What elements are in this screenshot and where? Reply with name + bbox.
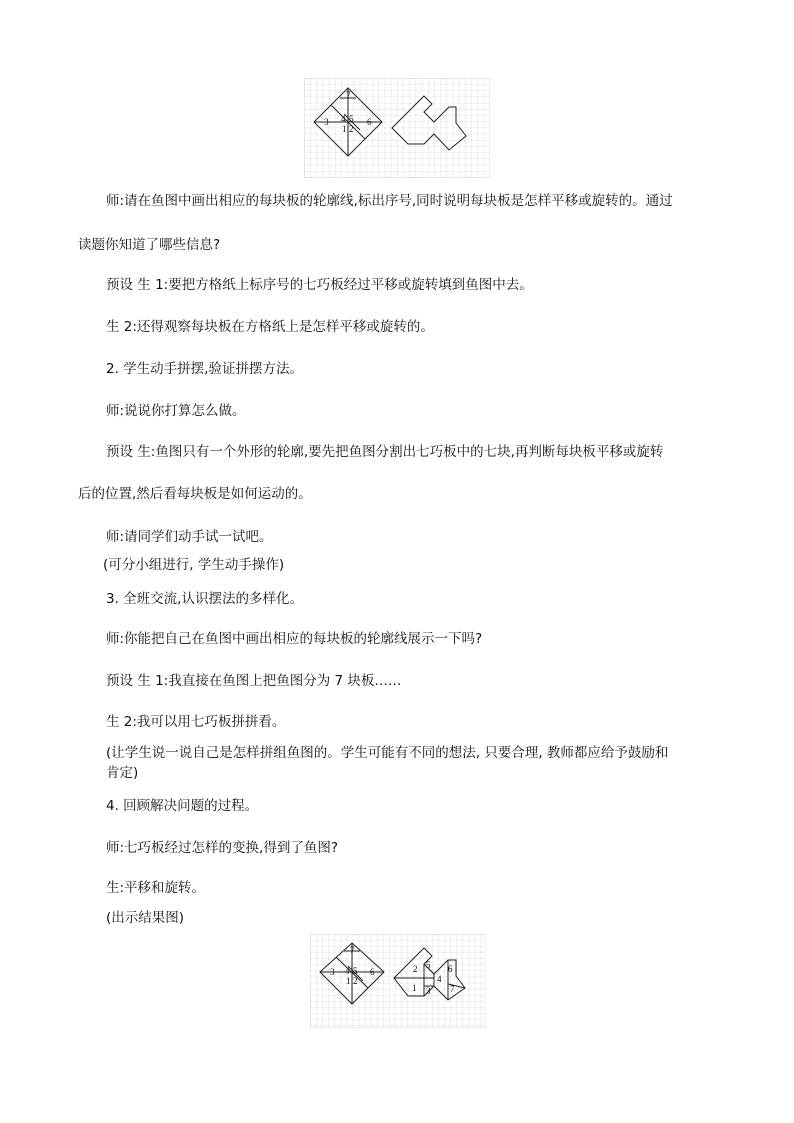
paragraph: 肯定) bbox=[106, 765, 139, 781]
piece-label: 6 bbox=[370, 967, 375, 977]
piece-label: 3 bbox=[330, 967, 335, 977]
fish-piece-label: 3 bbox=[426, 986, 431, 996]
paragraph: (出示结果图) bbox=[106, 910, 185, 926]
piece-label: 5 bbox=[353, 966, 358, 976]
paragraph: 读题你知道了哪些信息? bbox=[78, 237, 221, 253]
figure-bottom bbox=[310, 934, 486, 1032]
paragraph: 师:请同学们动手试一试吧。 bbox=[106, 529, 273, 545]
fish-piece-label: 2 bbox=[413, 964, 418, 974]
piece-label: 7 bbox=[350, 945, 355, 955]
grid-background bbox=[304, 78, 490, 178]
paragraph: 预设 生 1:我直接在鱼图上把鱼图分为 7 块板…… bbox=[106, 673, 402, 689]
paragraph: 生 2:还得观察每块板在方格纸上是怎样平移或旋转的。 bbox=[106, 319, 434, 335]
paragraph: 预设 生:鱼图只有一个外形的轮廓,要先把鱼图分割出七巧板中的七块,再判断每块板平移或旋转 bbox=[106, 444, 664, 460]
piece-label: 4 bbox=[345, 966, 350, 976]
piece-label: 7 bbox=[346, 90, 351, 100]
fish-piece-label: 7 bbox=[450, 984, 455, 994]
paragraph: 生 2:我可以用七巧板拼拼看。 bbox=[106, 714, 286, 730]
fish-piece-label: 6 bbox=[448, 964, 453, 974]
paragraph: 3. 全班交流,认识摆法的多样化。 bbox=[106, 591, 303, 607]
piece-label: 1 bbox=[346, 976, 351, 986]
piece-label: 5 bbox=[349, 114, 354, 124]
paragraph: 后的位置,然后看每块板是如何运动的。 bbox=[78, 486, 312, 502]
piece-label: 6 bbox=[367, 117, 372, 127]
piece-label: 3 bbox=[324, 117, 329, 127]
paragraph: 师:请在鱼图中画出相应的每块板的轮廓线,标出序号,同时说明每块板是怎样平移或旋转的。通过 bbox=[106, 193, 673, 209]
paragraph: 师:说说你打算怎么做。 bbox=[106, 403, 246, 419]
tangram-figure-top bbox=[304, 78, 490, 178]
paragraph: 预设 生 1:要把方格纸上标序号的七巧板经过平移或旋转填到鱼图中去。 bbox=[106, 277, 533, 293]
paragraph: 2. 学生动手拼摆,验证拼摆方法。 bbox=[106, 361, 303, 377]
fish-piece-label: 5 bbox=[426, 960, 431, 970]
paragraph: (可分小组进行, 学生动手操作) bbox=[103, 557, 285, 573]
piece-label: 1 bbox=[342, 124, 347, 134]
piece-label: 4 bbox=[341, 114, 346, 124]
paragraph: (让学生说一说自己是怎样拼组鱼图的。学生可能有不同的想法, 只要合理, 教师都应给予鼓励和 bbox=[106, 745, 669, 761]
figure-top bbox=[304, 78, 490, 182]
paragraph: 师:你能把自己在鱼图中画出相应的每块板的轮廓线展示一下吗? bbox=[106, 631, 483, 647]
fish-piece-label: 4 bbox=[437, 974, 442, 984]
paragraph: 4. 回顾解决问题的过程。 bbox=[106, 798, 259, 814]
fish-piece-label: 1 bbox=[412, 983, 417, 993]
paragraph: 生:平移和旋转。 bbox=[106, 880, 206, 896]
piece-label: 2 bbox=[349, 124, 354, 134]
piece-label: 2 bbox=[353, 976, 358, 986]
tangram-figure-bottom bbox=[310, 934, 486, 1028]
paragraph: 师:七巧板经过怎样的变换,得到了鱼图? bbox=[106, 840, 339, 856]
